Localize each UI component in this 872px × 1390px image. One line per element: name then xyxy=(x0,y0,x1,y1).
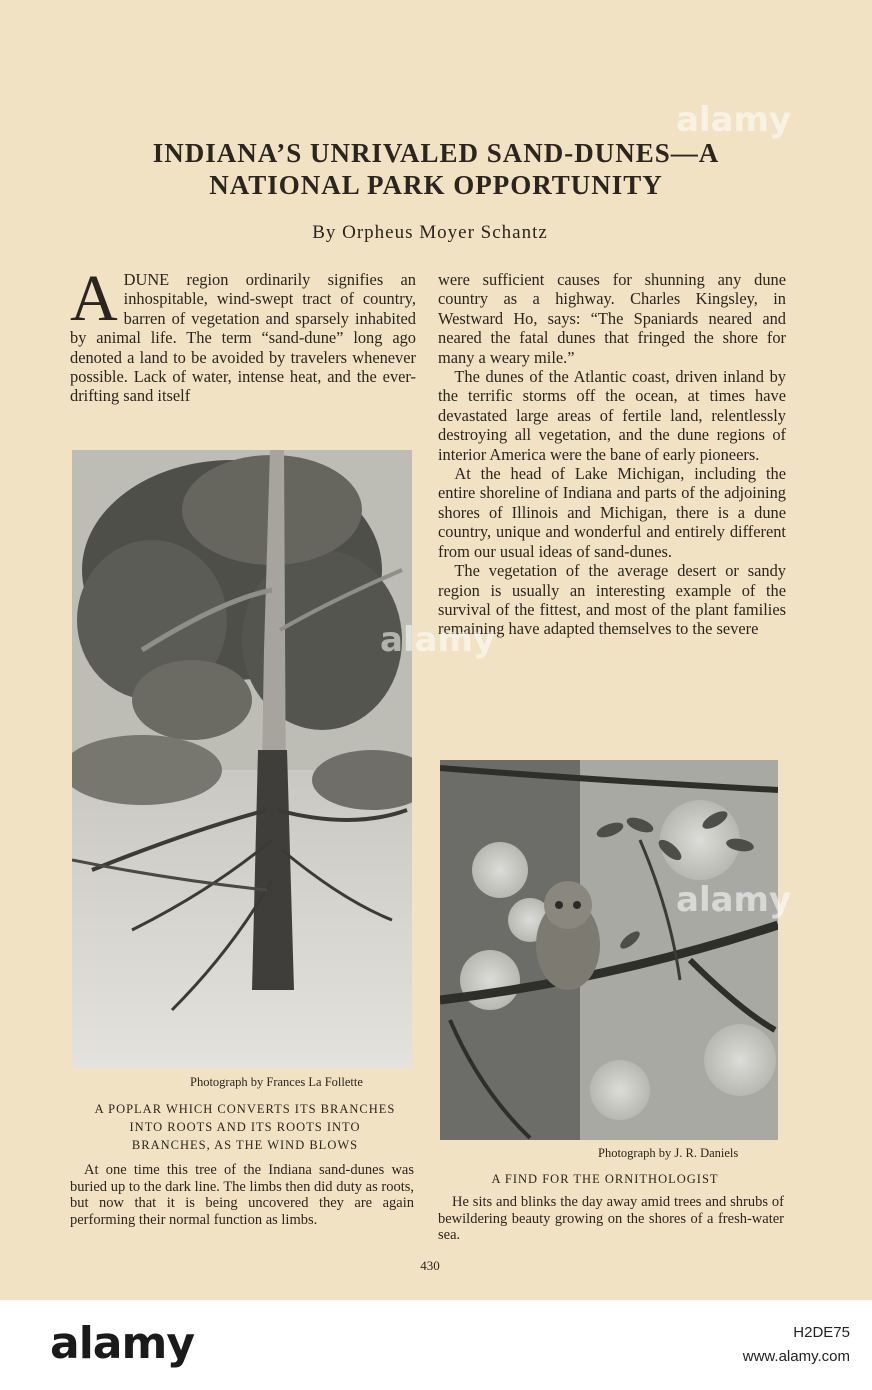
article-title-line-1: INDIANA’S UNRIVALED SAND-DUNES—A xyxy=(152,138,720,168)
poplar-tree-illustration xyxy=(72,450,412,1068)
watermark-ghost: alamy xyxy=(676,100,792,140)
watermark-ghost: alamy xyxy=(676,880,792,920)
right-column xyxy=(438,270,786,639)
drop-cap: A xyxy=(70,262,118,335)
paragraph: The vegetation of the average desert or sandy region is usually an interesting example of the survival of the fittest, and most of the plant families remaining have adapted themselves to the severe xyxy=(438,561,786,639)
paragraph: were sufficient causes for shunning any dune country as a highway. Charles Kingsley, in Westward Ho, says: “The Spaniards neared and neared the fatal dunes that fringed the shore for many a weary mile.” xyxy=(438,270,786,367)
left-column xyxy=(70,262,416,406)
alamy-logo: alamy xyxy=(50,1318,194,1369)
caption-title-line: BRANCHES, AS THE WIND BLOWS xyxy=(131,1138,359,1152)
paragraph: The dunes of the Atlantic coast, driven inland by the terrific storms off the ocean, at times have devastated large areas of fertile land, relentlessly destroying all vegetation, and the dune regions of interior America were the bane of early pioneers. xyxy=(438,367,786,464)
owl-photo xyxy=(440,760,778,1140)
left-caption-text: At one time this tree of the Indiana sand-dunes was buried up to the dark line. The limbs then did duty as roots, but now that it is being uncovered they are again performing their normal function as limbs. xyxy=(70,1162,414,1228)
watermark-url: www.alamy.com xyxy=(742,1348,850,1365)
left-caption-title xyxy=(60,1100,430,1154)
left-photo-credit: Photograph by Frances La Follette xyxy=(190,1075,363,1089)
caption-title-line: A POPLAR WHICH CONVERTS ITS BRANCHES xyxy=(94,1102,396,1116)
image-id: H2DE75 xyxy=(793,1324,850,1341)
article-byline: By Orpheus Moyer Schantz xyxy=(312,222,548,243)
right-photo-credit: Photograph by J. R. Daniels xyxy=(598,1146,739,1160)
paragraph: At the head of Lake Michigan, including the entire shoreline of Indiana and parts of the adjoining shores of Illinois and Michigan, there is a dune country, unique and wonderful and entirely different from our usual ideas of sand-dunes. xyxy=(438,464,786,561)
article-title-line-2: NATIONAL PARK OPPORTUNITY xyxy=(209,170,663,200)
right-caption-title: A FIND FOR THE ORNITHOLOGIST xyxy=(491,1172,719,1186)
caption-title-line: INTO ROOTS AND ITS ROOTS INTO xyxy=(129,1120,361,1134)
left-column-text: DUNE region ordinarily signifies an inhospitable, wind-swept tract of country, barren of vegetation and sparsely inhabited by animal life. The term “sand-dune” long ago denoted a land to be avoided by travelers whenever possible. Lack of water, intense heat, and the ever-drifting sand itself xyxy=(70,270,416,406)
watermark-ghost: alamy xyxy=(380,620,496,660)
owl-illustration xyxy=(440,760,778,1140)
poplar-tree-photo xyxy=(72,450,412,1068)
page-number: 430 xyxy=(420,1258,440,1273)
right-caption-text: He sits and blinks the day away amid trees and shrubs of bewildering beauty growing on the shores of a fresh-water sea. xyxy=(438,1194,784,1243)
